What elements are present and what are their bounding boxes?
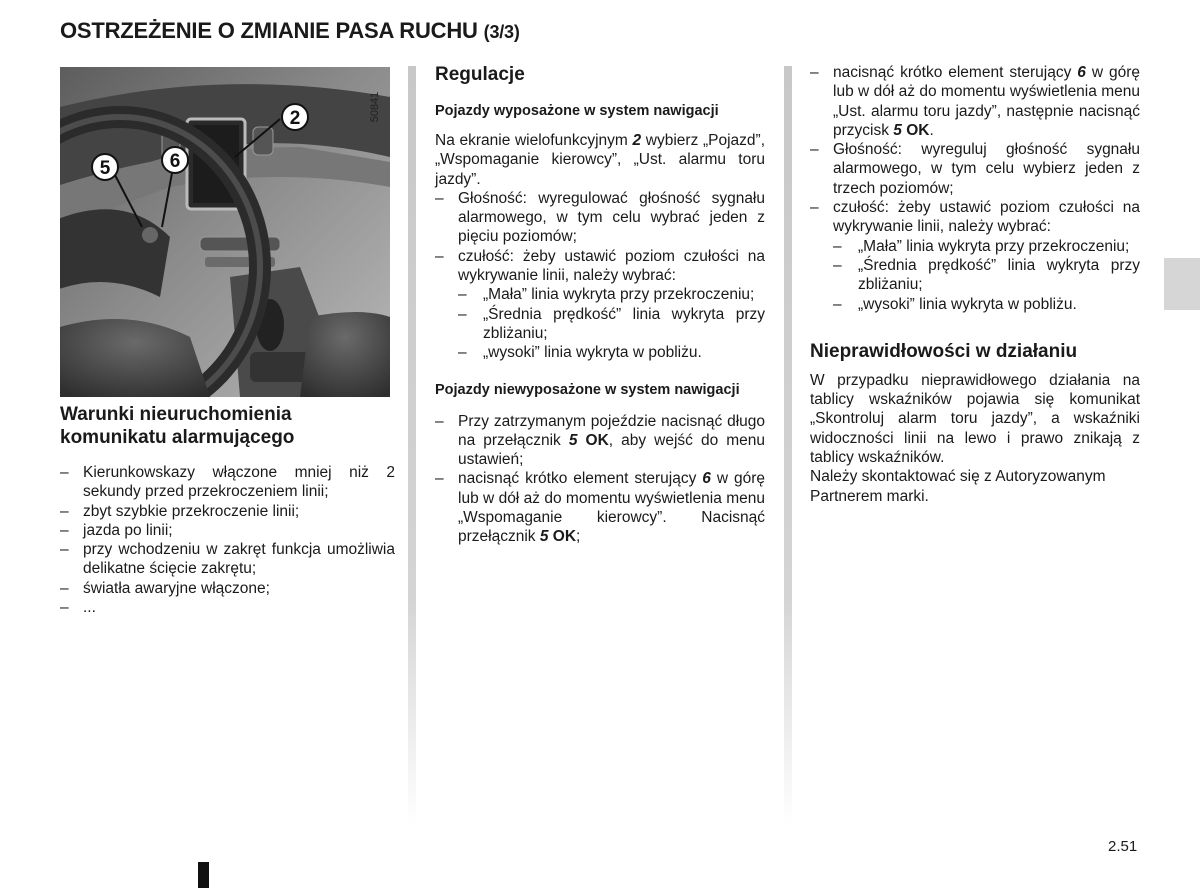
page-part-indicator: (3/3): [483, 22, 520, 42]
chapter-tab: [1164, 258, 1200, 310]
left-column: [60, 403, 395, 617]
svg-text:6: 6: [169, 151, 181, 172]
nav-settings-list: [435, 189, 765, 363]
page-title: [60, 18, 520, 44]
list-item: – czułość: żeby ustawić poziom czułości na wykrywanie linii, należy wybrać: – „Mała” linia wykryta przy przekroczeniu; – „Średnia prędkość” linia wykryta przy zbliżaniu; – „wysoki” linia wykryta w pobliżu.: [435, 247, 765, 363]
page-title-text: OSTRZEŻENIE O ZMIANIE PASA RUCHU: [60, 18, 478, 43]
settings-heading: Regulacje: [435, 64, 525, 85]
dashboard-illustration: [60, 67, 390, 397]
list-item: – „Mała” linia wykryta przy przekroczeniu;: [458, 285, 765, 304]
right-column: [810, 63, 1140, 506]
list-item: – Kierunkowskazy włączone mniej niż 2 sekundy przed przekroczeniem linii;: [60, 463, 395, 502]
dashboard-figure: [60, 67, 390, 397]
list-item: – światła awaryjne włączone;: [60, 579, 395, 598]
callout-5: [92, 154, 118, 180]
list-item: – nacisnąć krótko element sterujący 6 w górę lub w dół aż do momentu wyświetlenia menu „Ust. alarmu toru jazdy”, następnie nacisnąć przycisk 5 OK.: [810, 63, 1140, 140]
column-divider-left: [408, 66, 416, 826]
column-divider-right: [784, 66, 792, 826]
nav-heading: Pojazdy wyposażone w system nawigacji: [435, 103, 719, 119]
nonav-steps-continued: [810, 63, 1140, 314]
list-item: – „wysoki” linia wykryta w pobliżu.: [833, 295, 1140, 314]
list-item: – „wysoki” linia wykryta w pobliżu.: [458, 343, 765, 362]
malfunction-text: W przypadku nieprawidłowego działania na tablicy wskaźników pojawia się komunikat „Skontroluj alarm toru jazdy”, a wskaźniki widoczności linii na lewo i prawo znikają z tablicy wskaźników.: [810, 371, 1140, 467]
malfunction-heading: Nieprawidłowości w działaniu: [810, 340, 1078, 362]
list-item: – „Mała” linia wykryta przy przekroczeniu;: [833, 237, 1140, 256]
list-item: – nacisnąć krótko element sterujący 6 w górę lub w dół aż do momentu wyświetlenia menu „Wspomaganie kierowcy”. Nacisnąć przełącznik 5 OK;: [435, 469, 765, 546]
svg-text:5: 5: [99, 158, 111, 179]
list-item: – Przy zatrzymanym pojeździe nacisnąć długo na przełącznik 5 OK, aby wejść do menu ustawień;: [435, 412, 765, 470]
list-item: – „Średnia prędkość” linia wykryta przy zbliżaniu;: [833, 256, 1140, 295]
nonav-steps-list: [435, 412, 765, 547]
conditions-list: [60, 463, 395, 617]
list-item: – zbyt szybkie przekroczenie linii;: [60, 502, 395, 521]
list-item: – Głośność: wyregulować głośność sygnału alarmowego, w tym celu wybrać jeden z pięciu poziomów;: [435, 189, 765, 247]
figure-code: 50841: [369, 91, 381, 123]
list-item: – jazda po linii;: [60, 521, 395, 540]
list-item: – przy wchodzeniu w zakręt funkcja umożliwia delikatne ścięcie zakrętu;: [60, 540, 395, 579]
print-mark: [198, 862, 209, 888]
list-item: – ...: [60, 598, 395, 617]
callout-2: [282, 104, 308, 130]
conditions-heading: Warunki nieuruchomienia komunikatu alarmującego: [60, 404, 295, 448]
page-number: 2.51: [1108, 838, 1138, 855]
middle-column: [435, 63, 765, 547]
nonav-heading: Pojazdy niewyposażone w system nawigacji: [435, 381, 740, 398]
list-item: – „Średnia prędkość” linia wykryta przy zbliżaniu;: [458, 305, 765, 344]
sensitivity-options: [458, 285, 765, 362]
sensitivity-options: [833, 237, 1140, 314]
callout-6: [162, 147, 188, 173]
nav-intro: Na ekranie wielofunkcyjnym 2 wybierz „Pojazd”, „Wspomaganie kierowcy”, „Ust. alarmu toru jazdy”.: [435, 132, 766, 188]
malfunction-contact: Należy skontaktować się z Autoryzowanym Partnerem marki.: [810, 468, 1106, 505]
list-item: – Głośność: wyreguluj głośność sygnału alarmowego, w tym celu wybierz jeden z trzech poziomów;: [810, 140, 1140, 198]
svg-text:2: 2: [289, 108, 301, 129]
list-item: – czułość: żeby ustawić poziom czułości na wykrywanie linii, należy wybrać: – „Mała” linia wykryta przy przekroczeniu; – „Średnia prędkość” linia wykryta przy zbliżaniu; – „wysoki” linia wykryta w pobliżu.: [810, 198, 1140, 314]
